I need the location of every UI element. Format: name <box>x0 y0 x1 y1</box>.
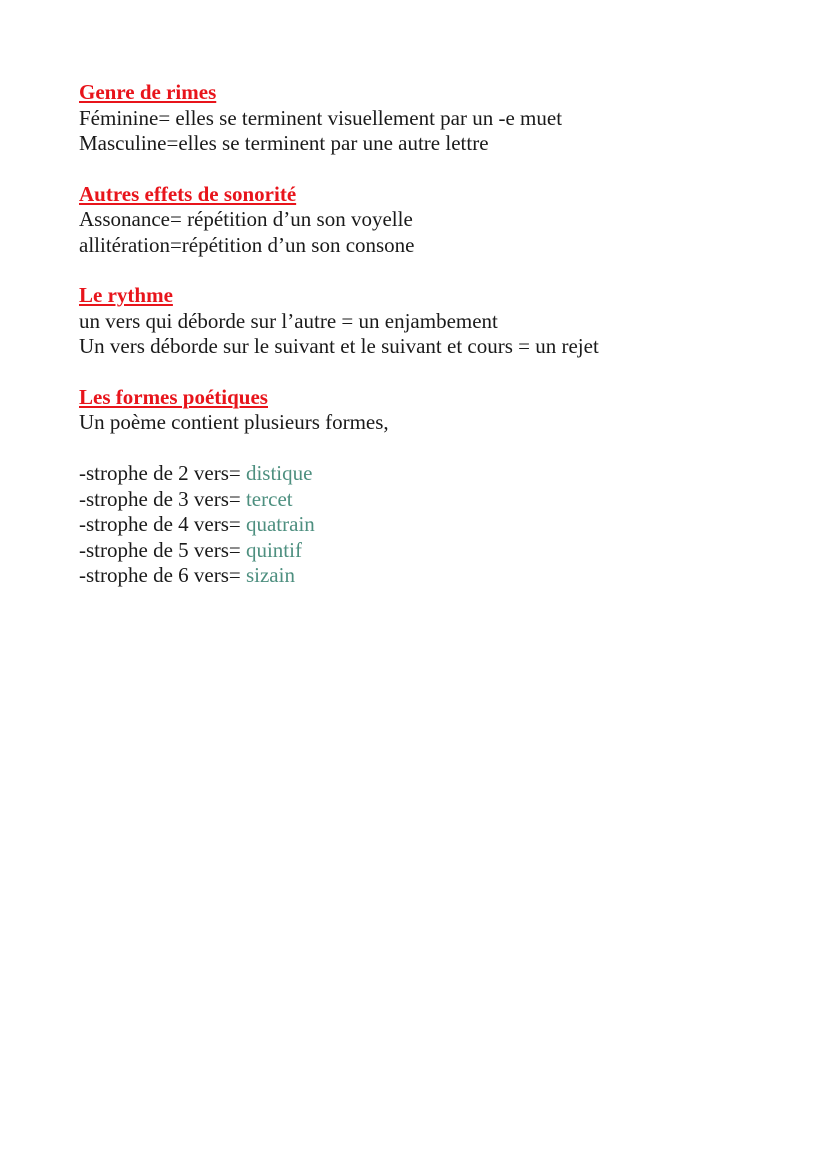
stanza-line <box>79 563 799 589</box>
section-autres-effets-de-sonorite <box>79 182 799 259</box>
stanza-term: tercet <box>245 486 293 511</box>
section-heading: Les formes poétiques <box>79 384 268 409</box>
stanza-line <box>79 461 799 487</box>
section-les-formes-poetiques <box>79 385 799 589</box>
stanza-label: -strophe de 2 vers= <box>79 461 246 485</box>
text-line: Assonance= répétition d’un son voyelle <box>79 207 413 231</box>
section-genre-de-rimes <box>79 80 799 157</box>
stanza-term: distique <box>245 461 313 485</box>
text-line: allitération=répétition d’un son consone <box>79 232 415 257</box>
section-heading: Genre de rimes <box>79 80 217 104</box>
stanza-line <box>79 512 799 538</box>
stanza-term: quatrain <box>245 512 315 536</box>
stanza-line <box>79 487 799 513</box>
text-line: Masculine=elles se terminent par une autre lettre <box>79 131 489 155</box>
stanza-term: quintif <box>245 537 302 562</box>
section-heading: Le rythme <box>79 283 173 307</box>
stanza-line <box>79 538 799 564</box>
text-line: un vers qui déborde sur l’autre = un enjambement <box>79 308 498 333</box>
section-le-rythme <box>79 283 799 360</box>
stanza-label: -strophe de 5 vers= <box>79 537 246 562</box>
stanza-label: -strophe de 6 vers= <box>79 563 246 587</box>
stanza-term: sizain <box>245 563 295 587</box>
stanza-label: -strophe de 4 vers= <box>79 512 246 536</box>
blank-line <box>79 436 799 462</box>
section-heading: Autres effets de sonorité <box>79 181 297 206</box>
stanza-label: -strophe de 3 vers= <box>79 486 246 511</box>
intro-line: Un poème contient plusieurs formes, <box>79 410 389 434</box>
text-line: Un vers déborde sur le suivant et le suivant et cours = un rejet <box>79 334 599 358</box>
text-line: Féminine= elles se terminent visuellement par un -e muet <box>79 105 563 130</box>
document-page <box>79 80 799 614</box>
